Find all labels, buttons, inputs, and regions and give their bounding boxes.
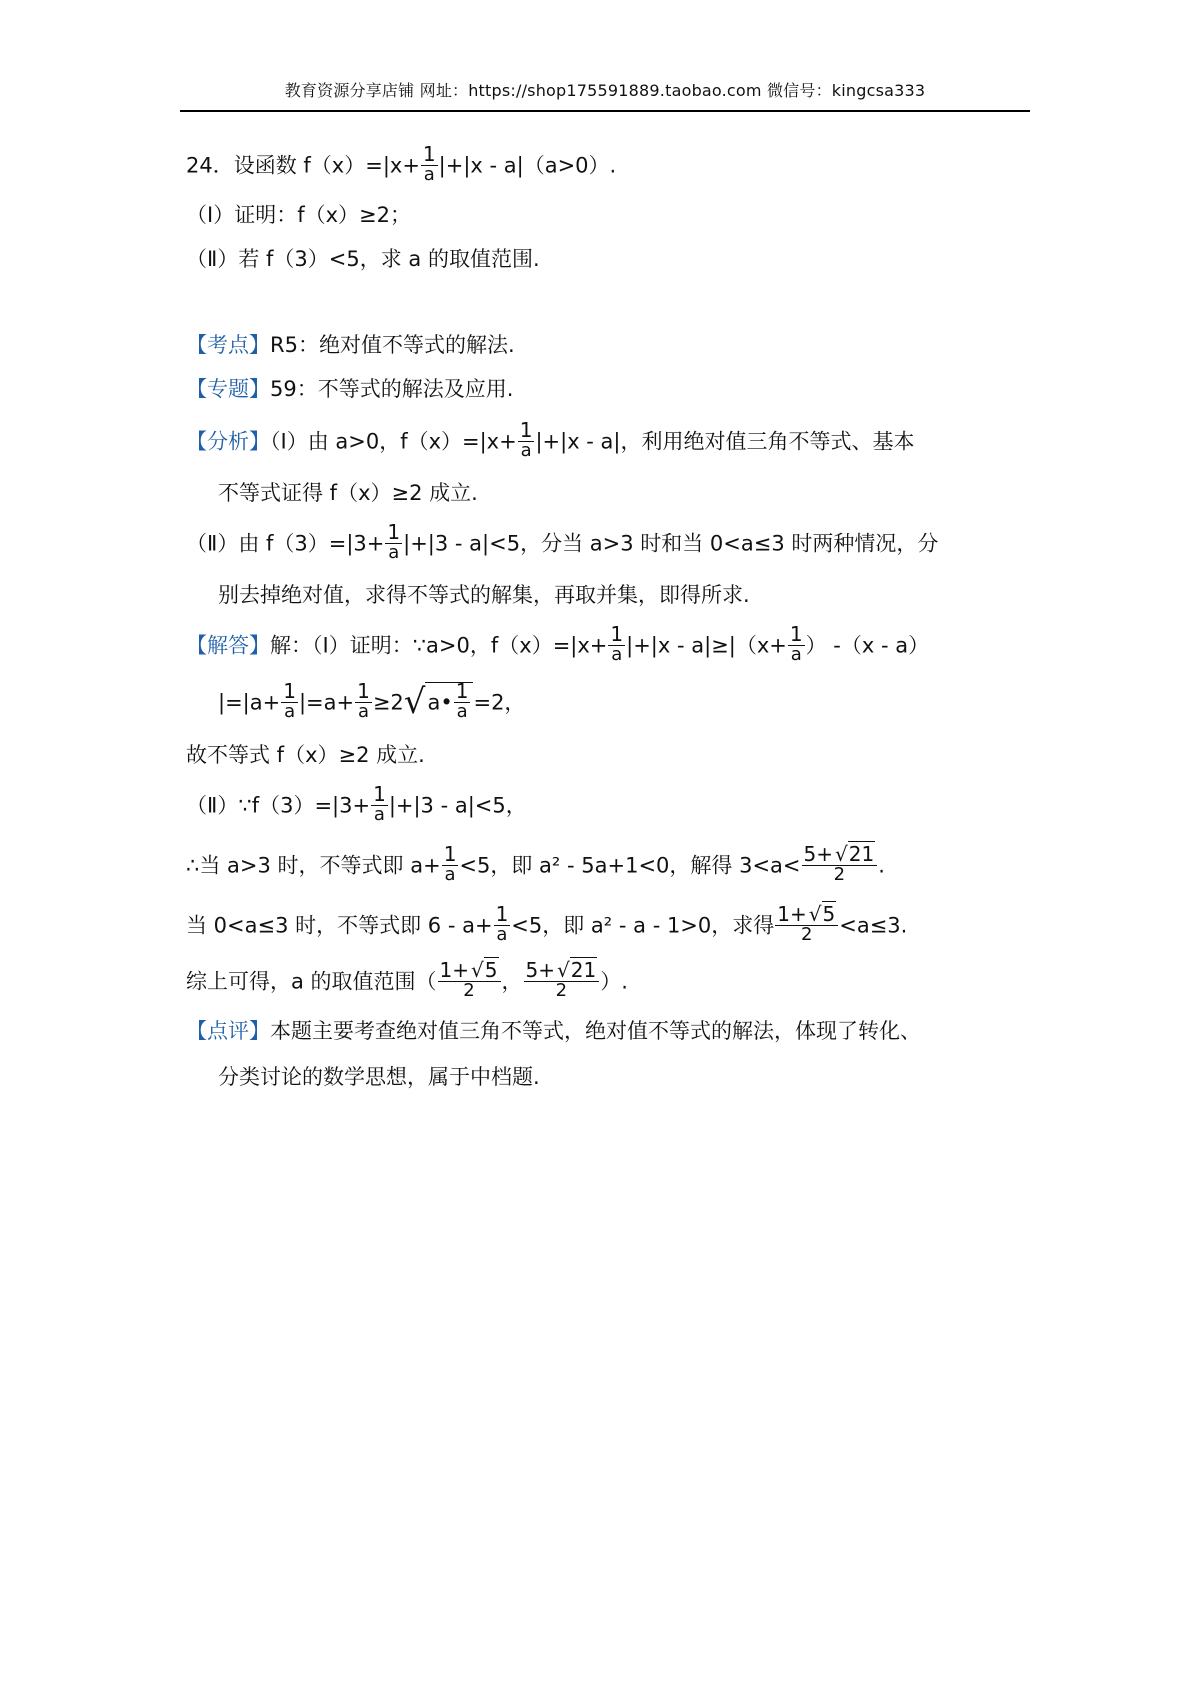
kaodian-line: 【考点】R5：绝对值不等式的解法.	[186, 333, 515, 357]
fenxi-line-4: 别去掉绝对值，求得不等式的解集，再取并集，即得所求.	[218, 583, 750, 607]
fraction-1-over-a: $\frac{1}{a}$	[789, 622, 803, 665]
jieda-tag: 【解答】	[186, 633, 270, 658]
dianping-tag: 【点评】	[186, 1019, 270, 1043]
fenxi-line-3: （Ⅱ）由 f（3）=|3+ $\frac{1}{a}$ |+|3 - a|<5，分当 a>3 时和当 0<a≤3 时两种情况，分	[186, 520, 939, 563]
fenxi-line-1: 【分析】（Ⅰ）由 a>0，f（x）=|x+ $\frac{1}{a}$ |+|x - a|，利用绝对值三角不等式、基本	[186, 418, 915, 461]
fraction-1-over-a: $\frac{1}{a}$	[387, 520, 401, 563]
jieda-line-4: （Ⅱ）∵f（3）=|3+ $\frac{1}{a}$ |+|3 - a|<5，	[186, 782, 527, 825]
fraction-1-over-a: $\frac{1}{a}$	[443, 842, 457, 885]
dianping-line-2: 分类讨论的数学思想，属于中档题.	[218, 1065, 540, 1089]
dianping-line-1: 【点评】本题主要考查绝对值三角不等式，绝对值不等式的解法，体现了转化、	[186, 1019, 921, 1043]
jieda-line-7: 综上可得，a 的取值范围（ $\frac{1+ √5}{2}$ ， $\frac{5+ √21}{2}$ ）.	[186, 958, 628, 1001]
jieda-line-3: 故不等式 f（x）≥2 成立.	[186, 743, 425, 767]
zhuanti-line: 【专题】59：不等式的解法及应用.	[186, 377, 514, 401]
jieda-line-6: 当 0<a≤3 时，不等式即 6 - a+ $\frac{1}{a}$ <5，即 a² - a - 1>0，求得 $\frac{1+ √5}{2}$ <a≤3.	[186, 902, 908, 945]
jieda-line-2: |=|a+ $\frac{1}{a}$ |=a+ $\frac{1}{a}$ ≥2√a• $\frac{1}{a}$ =2，	[218, 679, 526, 723]
fraction-1-plus-sqrt5-over-2: $\frac{1+ √5}{2}$	[775, 904, 838, 945]
kaodian-tag: 【考点】	[186, 333, 270, 357]
fenxi-tag: 【分析】	[186, 429, 270, 454]
fraction-1-over-a: $\frac{1}{a}$	[422, 142, 436, 185]
zhuanti-tag: 【专题】	[186, 377, 270, 401]
jieda-line-5: ∴当 a>3 时，不等式即 a+ $\frac{1}{a}$ <5，即 a² - 5a+1<0，解得 3<a< $\frac{5+ √21}{2}$ .	[186, 842, 885, 885]
jieda-line-1: 【解答】解：（Ⅰ）证明：∵a>0，f（x）=|x+ $\frac{1}{a}$ |+|x - a|≥|（x+ $\frac{1}{a}$ ） -（x - a）	[186, 622, 930, 665]
fraction-1-over-a: $\frac{1}{a}$	[373, 782, 386, 825]
problem-part2: （Ⅱ）若 f（3）<5，求 a 的取值范围.	[186, 247, 540, 271]
fraction-1-over-a: $\frac{1}{a}$	[283, 679, 296, 722]
header-rule	[180, 110, 1030, 112]
sqrt-radicand: a• $\frac{1}{a}$	[425, 682, 473, 724]
problem-stem: 24．设函数 f（x）=|x+ $\frac{1}{a}$ |+|x - a|（a>0）.	[186, 142, 617, 185]
fraction-1-over-a: $\frac{1}{a}$	[495, 902, 509, 945]
problem-part1: （Ⅰ）证明：f（x）≥2；	[186, 203, 411, 227]
fraction-1-plus-sqrt5-over-2: $\frac{1+ √5}{2}$	[438, 960, 501, 1001]
fraction-5-plus-sqrt21-over-2: $\frac{5+ √21}{2}$	[524, 960, 600, 1001]
fraction-1-over-a: $\frac{1}{a}$	[357, 679, 370, 722]
fraction-5-plus-sqrt21-over-2: $\frac{5+ √21}{2}$	[802, 844, 878, 885]
page-header: 教育资源分享店铺 网址：https://shop175591889.taobao.com 微信号：kingcsa333	[284, 81, 926, 100]
fenxi-line-2: 不等式证得 f（x）≥2 成立.	[218, 481, 478, 505]
fraction-1-over-a: $\frac{1}{a}$	[610, 622, 624, 665]
fraction-1-over-a: $\frac{1}{a}$	[519, 418, 533, 461]
fraction-1-over-a: $\frac{1}{a}$	[455, 679, 469, 722]
sqrt-sign: √	[403, 682, 426, 723]
